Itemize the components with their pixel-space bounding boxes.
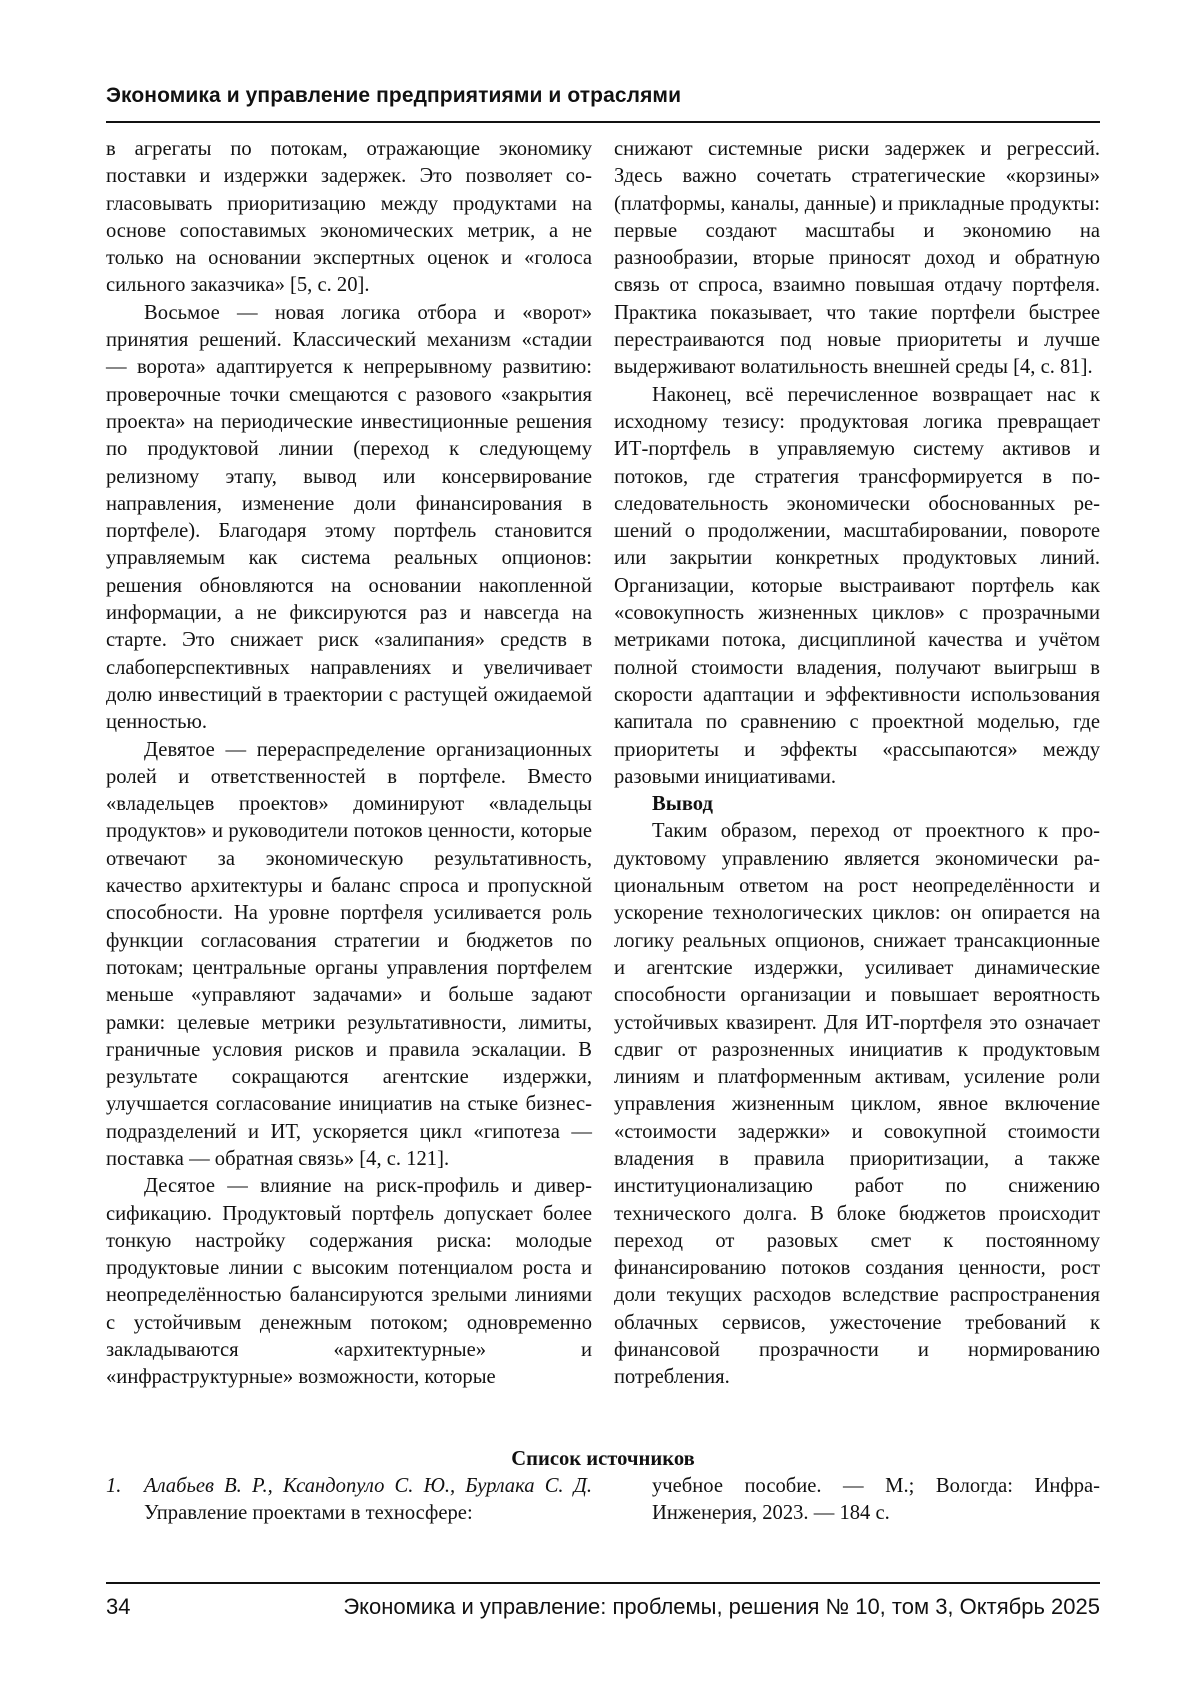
- reference-item: [106, 1473, 592, 1528]
- reference-number: 1.: [106, 1475, 122, 1497]
- paragraph: Девятое — перераспределение организационных ролей и ответственностей в портфеле. Вместо «владельцев проектов» доминируют «владельцы продуктов» и руководители потоков ценности, которые отвечают за экономическую результативность, качество архитектуры и баланс спроса и пропускной способности. На уровне портфеля усиливается роль функции согласования стратегии и бюджетов по потокам; центральные органы управления портфелем меньше «управляют задачами» и больше задают рамки: целевые метрики результативности, лимиты, граничные условия рисков и правила эскалации. В результате сокращаются агентские издержки, улучшается согласование инициатив на стыке бизнес-подразделений и ИТ, ускоряется цикл «гипотеза — поставка — обратная связь» [4, с. 121].: [106, 738, 592, 1170]
- footer-rule: [106, 1582, 1100, 1584]
- running-header: Экономика и управление предприятиями и отраслями: [106, 84, 682, 107]
- reference-continuation: учебное пособие. — М.; Вологда: Инфра-Инженерия, 2023. — 184 с.: [652, 1475, 1100, 1525]
- paragraph: Наконец, всё перечисленное возвращает нас к исходному тезису: продуктовая логика превращает ИТ-портфель в управляемую систему активов и потоков, где стратегия трансформируется в последовательность экономически обоснованных решений о продолжении, масштабировании, повороте или закрытии конкретных продуктовых линий. Организации, которые выстраивают портфель как «совокупность жизненных циклов» с прозрачными метриками потока, дисциплиной качества и учётом полной стоимости владения, получают выигрыш в скорости адаптации и эффективности использования капитала по сравнению с проектной моделью, где приоритеты и эффекты «рассыпаются» между разовыми инициативами.: [614, 383, 1100, 788]
- reference-body: [144, 1473, 592, 1528]
- section-heading-conclusion: Вывод: [652, 793, 713, 816]
- paragraph: Таким образом, переход от проектного к продуктовому управлению является экономически рациональным ответом на рост неопределённости и ускорение технологических циклов: он опирается на логику реальных опционов, снижает трансакционные и агентские издержки, усиливает динамические способности организации и повышает вероятность устойчивых квазирент. Для ИТ-портфеля это означает сдвиг от разрозненных инициатив к продуктовым линиям и платформенным активам, усиление роли управления жизненным циклом, явное включение «стоимости задержки» и совокупной стоимости владения в правила приоритизации, а также институционализацию работ по снижению технического долга. В блоке бюджетов происходит переход от разовых смет к постоянному финансированию потоков создания ценности, рост доли текущих расходов вследствие распространения облачных сервисов, ужесточение требований к финансовой прозрачности и нормированию потребления.: [614, 820, 1100, 1389]
- header-rule: [106, 121, 1100, 123]
- reference-authors: Алабьев В. Р., Ксандопуло С. Ю., Бурлака С. Д.: [144, 1475, 592, 1497]
- journal-info: Экономика и управление: проблемы, решения № 10, том 3, Октябрь 2025: [343, 1594, 1100, 1619]
- paragraph: Десятое — влияние на риск-профиль и диверсификацию. Продуктовый портфель допускает более тонкую настройку содержания риска: молодые продуктовые линии с высоким потенциалом роста и неопределённостью балансируются зрелыми линиями с устойчивым денежным потоком; одновременно закладываются «архитектурные» и «инфраструктурные» возможности, которые: [106, 1175, 592, 1389]
- page-number: 34: [106, 1594, 131, 1619]
- references-title: Список источников: [511, 1448, 695, 1470]
- paragraph: снижают системные риски задержек и регрессий. Здесь важно сочетать стратегические «корзины» (платформы, каналы, данные) и прикладные продукты: первые создают масштабы и экономию на разнообразии, вторые приносят доход и обратную связь от спроса, взаимно повышая отдачу портфеля. Практика показывает, что такие портфели быстрее перестраиваются под новые приоритеты и лучше выдерживают волатильность внешней среды [4, с. 81].: [614, 138, 1100, 379]
- paragraph: Восьмое — новая логика отбора и «ворот» принятия решений. Классический механизм «стадии — ворота» адаптируется к непрерывному развитию: проверочные точки смещаются с разового «закрытия проекта» на периодические инвестиционные решения по продуктовой линии (переход к следующему релизному этапу, вывод или консервирование направления, изменение доли финансирования в портфеле). Благодаря этому портфель становится управляемым как система реальных опционов: решения обновляются на основании накопленной информации, а не фиксируются раз и навсегда на старте. Это снижает риск «залипания» средств в слабоперспективных направлениях и увеличивает долю инвестиций в траектории с растущей ожидаемой ценностью.: [106, 301, 592, 734]
- reference-title-part: Управление проектами в техносфере:: [144, 1502, 473, 1525]
- paragraph: в агрегаты по потокам, отражающие экономику поставки и издержки задержек. Это позволяет согласовывать приоритизацию между продуктами на основе сопоставимых экономических метрик, а не только на основании экспертных оценок и «голоса сильного заказчика» [5, с. 20].: [106, 138, 592, 297]
- right-column: [614, 136, 1100, 1392]
- left-column: [106, 136, 592, 1392]
